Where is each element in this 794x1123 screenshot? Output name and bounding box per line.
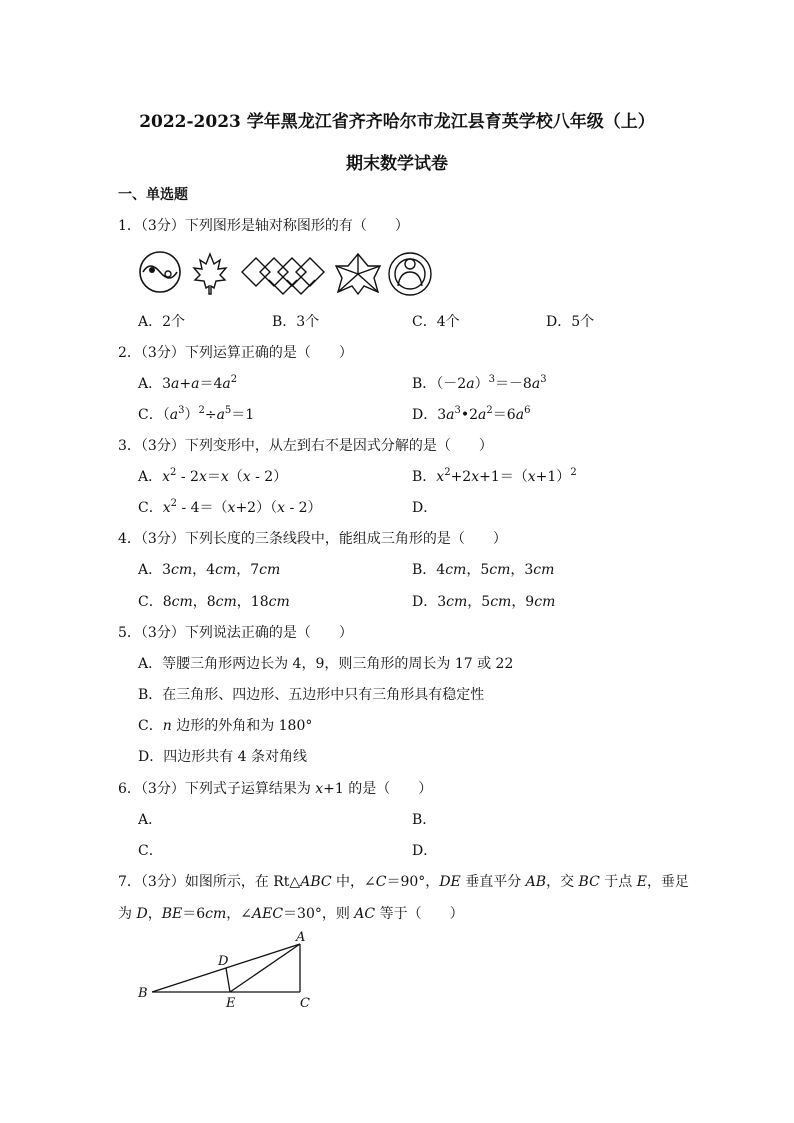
q2-stem: 2．（3分）下列运算正确的是（ ）: [118, 345, 353, 361]
q6-option-c: C．: [138, 843, 163, 859]
q4-option-d: D．3cm，5cm，9cm: [412, 594, 556, 610]
pentagon-star-icon: [336, 254, 380, 294]
q1-option-d: D．5个: [546, 314, 595, 330]
q2-option-a: A．$3a+a=4a^2$: [138, 374, 238, 392]
q2-option-b: B．$(-2a)^3=-8a^3$: [412, 374, 547, 392]
segment-de: [226, 968, 230, 992]
q1-option-c: C．4个: [412, 314, 460, 330]
point-label-a: A: [296, 930, 306, 945]
q6-option-b: B．: [412, 812, 437, 828]
q3-option-b: B．$x^2+2x+1=(x+1)^2$: [412, 467, 577, 485]
q5-option-b: B．在三角形、四边形、五边形中只有三角形具有稳定性: [138, 687, 485, 703]
q5-option-c: C．n 边形的外角和为 180°: [138, 718, 313, 734]
q6-option-a: A．: [138, 812, 163, 828]
point-label-b: B: [138, 986, 148, 1001]
maple-leaf-icon: [194, 254, 226, 294]
q1-stem: 1．（3分）下列图形是轴对称图形的有（ ）: [118, 218, 409, 234]
q5-option-d: D．四边形共有 4 条对角线: [138, 749, 308, 765]
q7-stem-line2: 为 D，BE＝6cm，∠AEC＝30°，则 AC 等于（ ）: [118, 906, 464, 922]
exam-title-line2: 期末数学试卷: [346, 154, 448, 174]
point-label-d: D: [218, 954, 229, 969]
segment-ae: [230, 944, 300, 992]
point-label-e: E: [226, 996, 236, 1008]
q4-option-a: A．3cm，4cm，7cm: [138, 562, 281, 578]
q1-option-a: A．2个: [138, 314, 186, 330]
q6-stem: 6．（3分）下列式子运算结果为 x+1 的是（ ）: [118, 781, 433, 797]
circle-person-icon: [389, 253, 431, 295]
point-label-c: C: [300, 996, 310, 1008]
q2-option-c: C．$(a^3)^2\div a^5=1$: [138, 405, 255, 423]
exam-title-line1: 2022-2023 学年黑龙江省齐齐哈尔市龙江县育英学校八年级（上）: [139, 112, 655, 132]
q5-stem: 5．（3分）下列说法正确的是（ ）: [118, 625, 353, 641]
q3-stem: 3．（3分）下列变形中，从左到右不是因式分解的是（ ）: [118, 438, 493, 454]
knot-pattern-icon: [242, 258, 324, 294]
q5-option-a: A．等腰三角形两边长为 4，9，则三角形的周长为 17 或 22: [138, 656, 514, 672]
q1-figures: [130, 250, 440, 300]
taiji-icon: [140, 252, 180, 292]
q4-option-c: C．8cm，8cm，18cm: [138, 594, 290, 610]
q3-option-a: A．$x^2 - 2x=x(x - 2)$: [138, 467, 288, 485]
q1-option-b: B．3个: [272, 314, 320, 330]
section-heading: 一、单选题: [118, 187, 188, 203]
q4-option-b: B．4cm，5cm，3cm: [412, 562, 555, 578]
q7-triangle-figure: [130, 928, 330, 1008]
q4-stem: 4．（3分）下列长度的三条线段中，能组成三角形的是（ ）: [118, 531, 507, 547]
q3-option-c: C．$x^2 - 4=(x+2)(x - 2)$: [138, 498, 322, 516]
q3-option-d: D．: [412, 500, 438, 516]
q7-stem-line1: 7．（3分）如图所示，在 Rt△ABC 中，∠C＝90°，DE 垂直平分 AB，交 BC 于点 E，垂足: [118, 874, 689, 890]
q2-option-d: D．$3a^3•2a^2=6a^6$: [412, 405, 531, 423]
q6-option-d: D．: [412, 843, 438, 859]
